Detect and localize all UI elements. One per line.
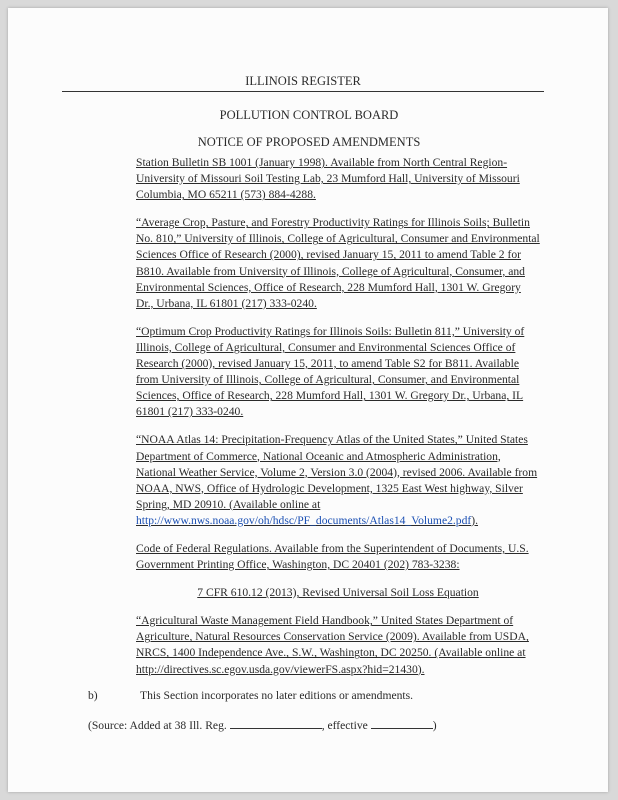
item-b <box>88 689 413 702</box>
noaa-end: ). <box>471 513 479 527</box>
noaa-text: “NOAA Atlas 14: Precipitation-Frequency Atlas of the United States,” United States Department of Commerce, National Oceanic and Atmospheric Administration, National Weather Service, Volume 2, Version 3.0 (2004), revised 2006. Available from NOAA, NWS, Office of Hydrologic Development, 1325 East West highway, Silver Spring, MD 20910. (Available online at <box>136 433 538 511</box>
paragraph-bulletin-810: “Average Crop, Pasture, and Forestry Productivity Ratings for Illinois Soils; Bulletin No. 810,” University of Illinois, College of Agricultural, Consumer and Environmental Sciences Office of Research (2000), revised January 15, 2011 to amend Table 2 for B810. Available from University of Illinois, College of Agricultural, Consumer, and Environmental Sciences, Office of Research, 228 Mumford Hall, 1301 W. Gregory Dr., Urbana, IL 61801 (217) 333-0240. <box>136 216 540 310</box>
register-header: ILLINOIS REGISTER <box>62 74 544 92</box>
source-suffix: ) <box>432 719 437 732</box>
board-title: POLLUTION CONTROL BOARD <box>219 108 399 122</box>
noaa-link[interactable]: http://www.nws.noaa.gov/oh/hdsc/PF_documents/Atlas14_Volume2.pdf <box>136 513 472 527</box>
source-note <box>88 718 437 732</box>
source-prefix: (Source: Added at 38 Ill. Reg. <box>88 719 227 732</box>
paragraph-cfr: Code of Federal Regulations. Available from the Superintendent of Documents, U.S. Government Printing Office, Washington, DC 20401 (202) 783-3238: <box>136 541 529 572</box>
document-body <box>136 155 540 690</box>
paragraph-waste-handbook: “Agricultural Waste Management Field Handbook,” United States Department of Agriculture, Natural Resources Conservation Service (2009). Available from USDA, NRCS, 1400 Independence Ave., S.W., Washington, DC 20250. (Available online at http://directives.sc.egov.usda.gov/viewerFS.aspx?hid=21430). <box>136 614 529 676</box>
paragraph-noaa-atlas <box>136 432 540 529</box>
register-blank <box>230 718 322 729</box>
effective-blank <box>371 718 433 729</box>
source-middle: , effective <box>321 719 368 732</box>
paragraph-bulletin-811: “Optimum Crop Productivity Ratings for Illinois Soils: Bulletin 811,” University of Illinois, College of Agricultural, Consumer and Environmental Sciences Office of Research (2000), revised January 15, 2011, to amend Table S2 for B811. Available from University of Illinois, College of Agricultural, Consumer, and Environmental Sciences, Office of Research, 228 Mumford Hall, 1301 W. Gregory Dr., Urbana, IL 61801 (217) 333-0240. <box>136 324 525 419</box>
item-b-text: This Section incorporates no later editions or amendments. <box>140 689 414 702</box>
paragraph-cfr-citation: 7 CFR 610.12 (2013), Revised Universal Soil Loss Equation <box>197 586 479 600</box>
notice-title: NOTICE OF PROPOSED AMENDMENTS <box>197 135 421 149</box>
item-b-label: b) <box>88 689 98 702</box>
paragraph-station-bulletin: Station Bulletin SB 1001 (January 1998). Available from North Central Region-University of Missouri Soil Testing Lab, 23 Mumford Hall, University of Missouri Columbia, MO 65211 (573) 884-4288. <box>136 156 520 202</box>
